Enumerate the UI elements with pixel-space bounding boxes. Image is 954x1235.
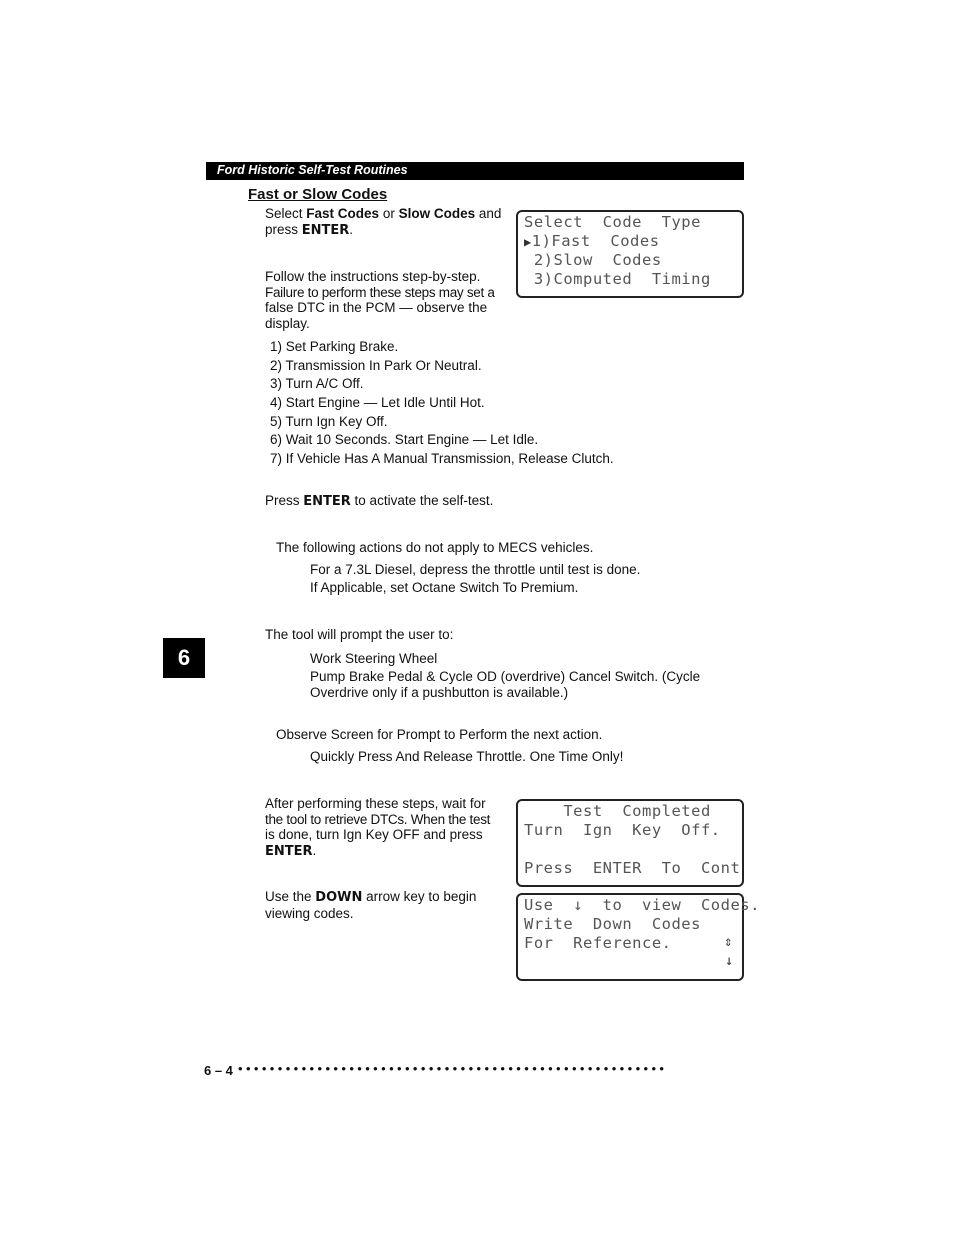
lcd-test-completed bbox=[516, 799, 744, 887]
press-enter-paragraph bbox=[265, 493, 493, 510]
follow-line: Failure to perform these steps may set a bbox=[265, 284, 495, 300]
section-title: Fast or Slow Codes bbox=[248, 186, 388, 203]
selection-arrow-icon: ▶ bbox=[524, 235, 532, 249]
press-text: Press bbox=[265, 493, 304, 508]
intro-text: . bbox=[349, 221, 354, 237]
running-header bbox=[206, 162, 744, 180]
mecs-action: If Applicable, set Octane Switch To Premium. bbox=[310, 580, 579, 595]
lcd-line: Press ENTER To Cont bbox=[524, 859, 741, 877]
enter-key-label: ENTER bbox=[301, 222, 350, 238]
after-line: After performing these steps, wait for bbox=[265, 796, 486, 811]
prompt-action: Pump Brake Pedal & Cycle OD (overdrive) Cancel Switch. (Cycle bbox=[310, 669, 701, 684]
step-item: 7) If Vehicle Has A Manual Transmission, Release Clutch. bbox=[270, 451, 614, 466]
use-down-text: arrow key to begin bbox=[362, 889, 477, 904]
observe-note: Observe Screen for Prompt to Perform the next action. bbox=[276, 727, 603, 742]
fast-codes-term: Fast Codes bbox=[306, 206, 380, 221]
step-item: 6) Wait 10 Seconds. Start Engine — Let Idle. bbox=[270, 432, 539, 447]
lcd-option-computed: 3)Computed Timing bbox=[524, 270, 711, 288]
intro-text: press bbox=[265, 221, 302, 237]
footer-dot-leader: •••••••••••••••••••••••••••••••••••••••••••••••••••••• bbox=[238, 1061, 668, 1076]
follow-line: Follow the instructions step-by-step. bbox=[265, 269, 481, 284]
page-number: 6 – 4 bbox=[204, 1063, 233, 1078]
running-header-title: Ford Historic Self-Test Routines bbox=[217, 163, 408, 177]
after-line: is done, turn Ign Key OFF and press bbox=[265, 827, 483, 842]
after-line: the tool to retrieve DTCs. When the test bbox=[265, 811, 491, 827]
after-line: . bbox=[312, 842, 317, 858]
mecs-action: For a 7.3L Diesel, depress the throttle until test is done. bbox=[310, 562, 641, 577]
after-paragraph bbox=[265, 796, 510, 859]
use-down-text: Use the bbox=[265, 889, 316, 904]
enter-key-label: ENTER bbox=[303, 494, 351, 509]
step-item: 5) Turn Ign Key Off. bbox=[270, 414, 388, 429]
lcd-option-fast: 1)Fast Codes bbox=[531, 232, 660, 250]
lcd-line: Select Code Type bbox=[524, 213, 701, 231]
lcd-use-down bbox=[516, 893, 760, 981]
mecs-note: The following actions do not apply to MECS vehicles. bbox=[276, 540, 594, 555]
lcd-line bbox=[524, 232, 660, 252]
lcd-line: Turn Ign Key Off. bbox=[524, 821, 721, 839]
lcd-select-code-type bbox=[516, 210, 744, 298]
chapter-tab: 6 bbox=[163, 638, 205, 678]
lcd-option-slow: 2)Slow Codes bbox=[524, 251, 662, 269]
intro-text: or bbox=[379, 206, 399, 221]
scroll-updown-icon: ⇕ bbox=[724, 934, 733, 950]
lcd-line: For Reference. bbox=[524, 934, 672, 952]
intro-text: Select bbox=[265, 206, 307, 221]
step-item: 4) Start Engine — Let Idle Until Hot. bbox=[270, 395, 485, 410]
enter-key-label: ENTER bbox=[265, 843, 313, 859]
press-text: to activate the self-test. bbox=[350, 493, 494, 508]
step-item: 2) Transmission In Park Or Neutral. bbox=[270, 358, 482, 373]
lcd-line: Use ↓ to view Codes. bbox=[524, 896, 760, 914]
down-key-label: DOWN bbox=[315, 890, 363, 905]
use-down-paragraph bbox=[265, 889, 510, 921]
prompt-action: Overdrive only if a pushbutton is available.) bbox=[310, 685, 569, 700]
prompt-intro: The tool will prompt the user to: bbox=[265, 627, 454, 642]
follow-line: false DTC in the PCM — observe the bbox=[265, 300, 488, 315]
step-item: 3) Turn A/C Off. bbox=[270, 376, 364, 391]
step-item: 1) Set Parking Brake. bbox=[270, 339, 399, 354]
follow-line: display. bbox=[265, 315, 310, 331]
follow-paragraph bbox=[265, 269, 510, 331]
slow-codes-term: Slow Codes bbox=[398, 206, 476, 221]
intro-paragraph bbox=[265, 206, 515, 238]
scroll-down-icon: ↓ bbox=[725, 953, 734, 969]
prompt-action: Work Steering Wheel bbox=[310, 651, 438, 666]
observe-action: Quickly Press And Release Throttle. One Time Only! bbox=[310, 749, 624, 764]
use-down-text: viewing codes. bbox=[265, 905, 354, 921]
lcd-line: Write Down Codes bbox=[524, 915, 701, 933]
lcd-line: Test Completed bbox=[524, 802, 711, 820]
intro-text: and bbox=[475, 206, 502, 221]
